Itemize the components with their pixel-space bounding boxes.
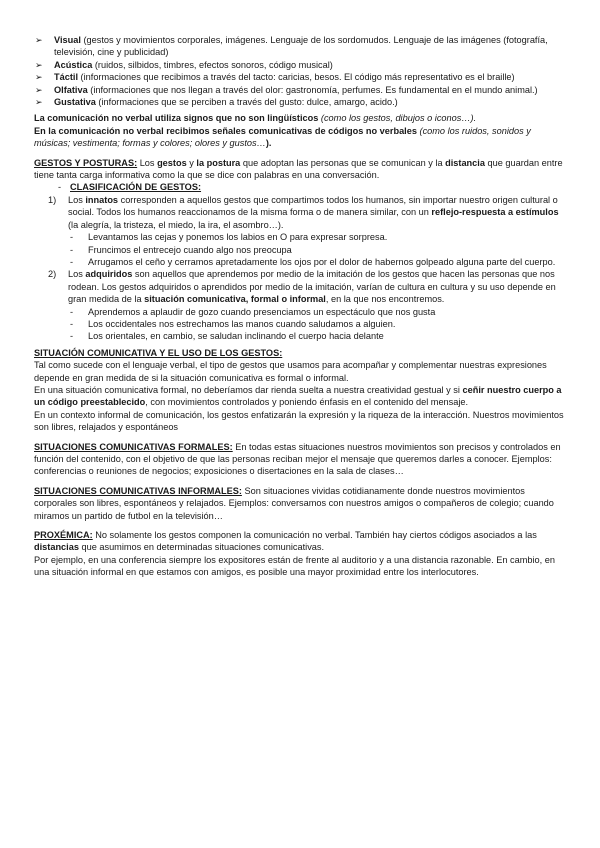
informales-paragraph: SITUACIONES COMUNICATIVAS INFORMALES: Son situaciones vividas cotidianamente donde nuestros movimientos corporales son libres, espontáneos y relajados. Ejemplos: conversamos con nuestros amigos o compañeros de colegio; cuando miramos un partido de futbol en la televisión… — [34, 485, 554, 521]
innate-examples — [34, 231, 566, 268]
paragraph: En una situación comunicativa formal, no deberíamos dar rienda suelta a nuestra creatividad gestual y si ceñir nuestro cuerpo a un código preestablecido, con movimientos controlados y poniendo énfasis en el contenido del mensaje. — [34, 384, 562, 408]
arrow-bullet-icon: ➢ — [35, 84, 43, 95]
arrow-bullet-icon: ➢ — [35, 72, 43, 83]
list-item: - Los orientales, en cambio, se saludan inclinando el cuerpo hacia delante — [70, 331, 384, 342]
section-heading: SITUACIONES COMUNICATIVAS INFORMALES: — [34, 485, 242, 496]
list-item: ➢ Táctil (informaciones que recibimos a través del tacto: caricias, besos. El código más representativo es el braille) — [35, 72, 515, 83]
list-item: - Los occidentales nos estrechamos las manos cuando saludamos a alguien. — [70, 318, 396, 329]
proxemica-paragraph: PROXÉMICA: No solamente los gestos componen la comunicación no verbal. También hay ciertos códigos asociados a las distancias que asumimos en determinadas situaciones comunicativas. — [34, 530, 537, 553]
formales-paragraph: SITUACIONES COMUNICATIVAS FORMALES: En todas estas situaciones nuestros movimientos son precisos y controlados en función del contenido, con el objetivo de que las personas reciban mejor el mensaje que queremos darles a conocer. Ejemplos: conferencias o reuniones de negocios; exposiciones o disertaciones en la sala de clases… — [34, 441, 561, 477]
paragraph: En un contexto informal de comunicación, los gestos enfatizarán la expresión y la riqueza de la interacción. Nuestros movimientos son libres, relajados y espontáneos — [34, 409, 564, 433]
section-heading: SITUACIÓN COMUNICATIVA Y EL USO DE LOS GESTOS: — [34, 347, 283, 358]
arrow-bullet-icon: ➢ — [35, 97, 43, 108]
list-item: 1) Los innatos corresponden a aquellos gestos que compartimos todos los humanos, sin importar nuestro origen cultural o social. Todos los humanos reaccionamos de la misma forma o de manera similar, con un reflejo-respuesta a estímulos (la alegría, la tristeza, el miedo, la ira, el asombro…). — [48, 194, 559, 230]
acquired-examples — [34, 306, 566, 343]
arrow-bullet-icon: ➢ — [35, 59, 43, 70]
section-heading: SITUACIONES COMUNICATIVAS FORMALES: — [34, 441, 233, 452]
list-item: - Levantamos las cejas y ponemos los labios en O para expresar sorpresa. — [70, 232, 388, 243]
list-item: 2) Los adquiridos son aquellos que aprendemos por medio de la imitación de los gestos que hacen las personas que nos rodean. Los gestos adquiridos o aprendidos por medio de la imitación, varían de cultura en cultura y su uso depende en gran medida de la situación comunicativa, formal o informal, en la que nos encontremos. — [48, 269, 556, 305]
paragraph: Por ejemplo, en una conferencia siempre los expositores están de frente al auditorio y a una distancia razonable. En cambio, en una situación informal en que estamos con amigos, es posible una mayor proximidad entre los interlocutores. — [34, 554, 555, 578]
list-item: ➢ Acústica (ruidos, silbidos, timbres, efectos sonoros, código musical) — [35, 59, 333, 70]
paragraph: Tal como sucede con el lenguaje verbal, el tipo de gestos que usamos para acompañar y complementar nuestras expresiones depende en gran medida de si la situación comunicativa es formal o informal. — [34, 360, 547, 383]
arrow-bullet-icon: ➢ — [35, 35, 43, 45]
summary-line-2: En la comunicación no verbal recibimos señales comunicativas de códigos no verbales (como los ruidos, sonidos y músicas; vestimenta; formas y colores; olores y gustos…). — [34, 125, 531, 149]
senses-list — [34, 34, 566, 108]
gestos-paragraph: GESTOS Y POSTURAS: Los gestos y la postura que adoptan las personas que se comunican y la distancia que guardan entre tiene tanta carga informativa como la que se dice con palabras en una conversación. — [34, 157, 563, 181]
summary-line-1: La comunicación no verbal utiliza signos que no son lingüísticos (como los gestos, dibujos o iconos…). — [34, 113, 477, 124]
list-item: - Arrugamos el ceño y cerramos apretadamente los ojos por el dolor de habernos golpeado alguna parte del cuerpo. — [70, 256, 556, 267]
section-heading: PROXÉMICA: — [34, 530, 93, 541]
list-item: - Fruncimos el entrecejo cuando algo nos preocupa — [70, 244, 292, 255]
section-heading: GESTOS Y POSTURAS: — [34, 157, 138, 168]
list-item: ➢ Gustativa (informaciones que se perciben a través del gusto: dulce, amargo, acido.) — [35, 97, 398, 108]
list-item: - Aprendemos a aplaudir de gozo cuando presenciamos un espectáculo que nos gusta — [70, 306, 436, 317]
list-item: ➢ Visual (gestos y movimientos corporales, imágenes. Lenguaje de los sordomudos. Lenguaje de las imágenes (fotografía, televisión, cine y publicidad) — [35, 35, 548, 58]
list-item: ➢ Olfativa (informaciones que nos llegan a través del olor: gastronomía, perfumes. Es fundamental en el mundo animal.) — [35, 84, 538, 95]
classification-title: - CLASIFICACIÓN DE GESTOS: — [58, 182, 202, 193]
